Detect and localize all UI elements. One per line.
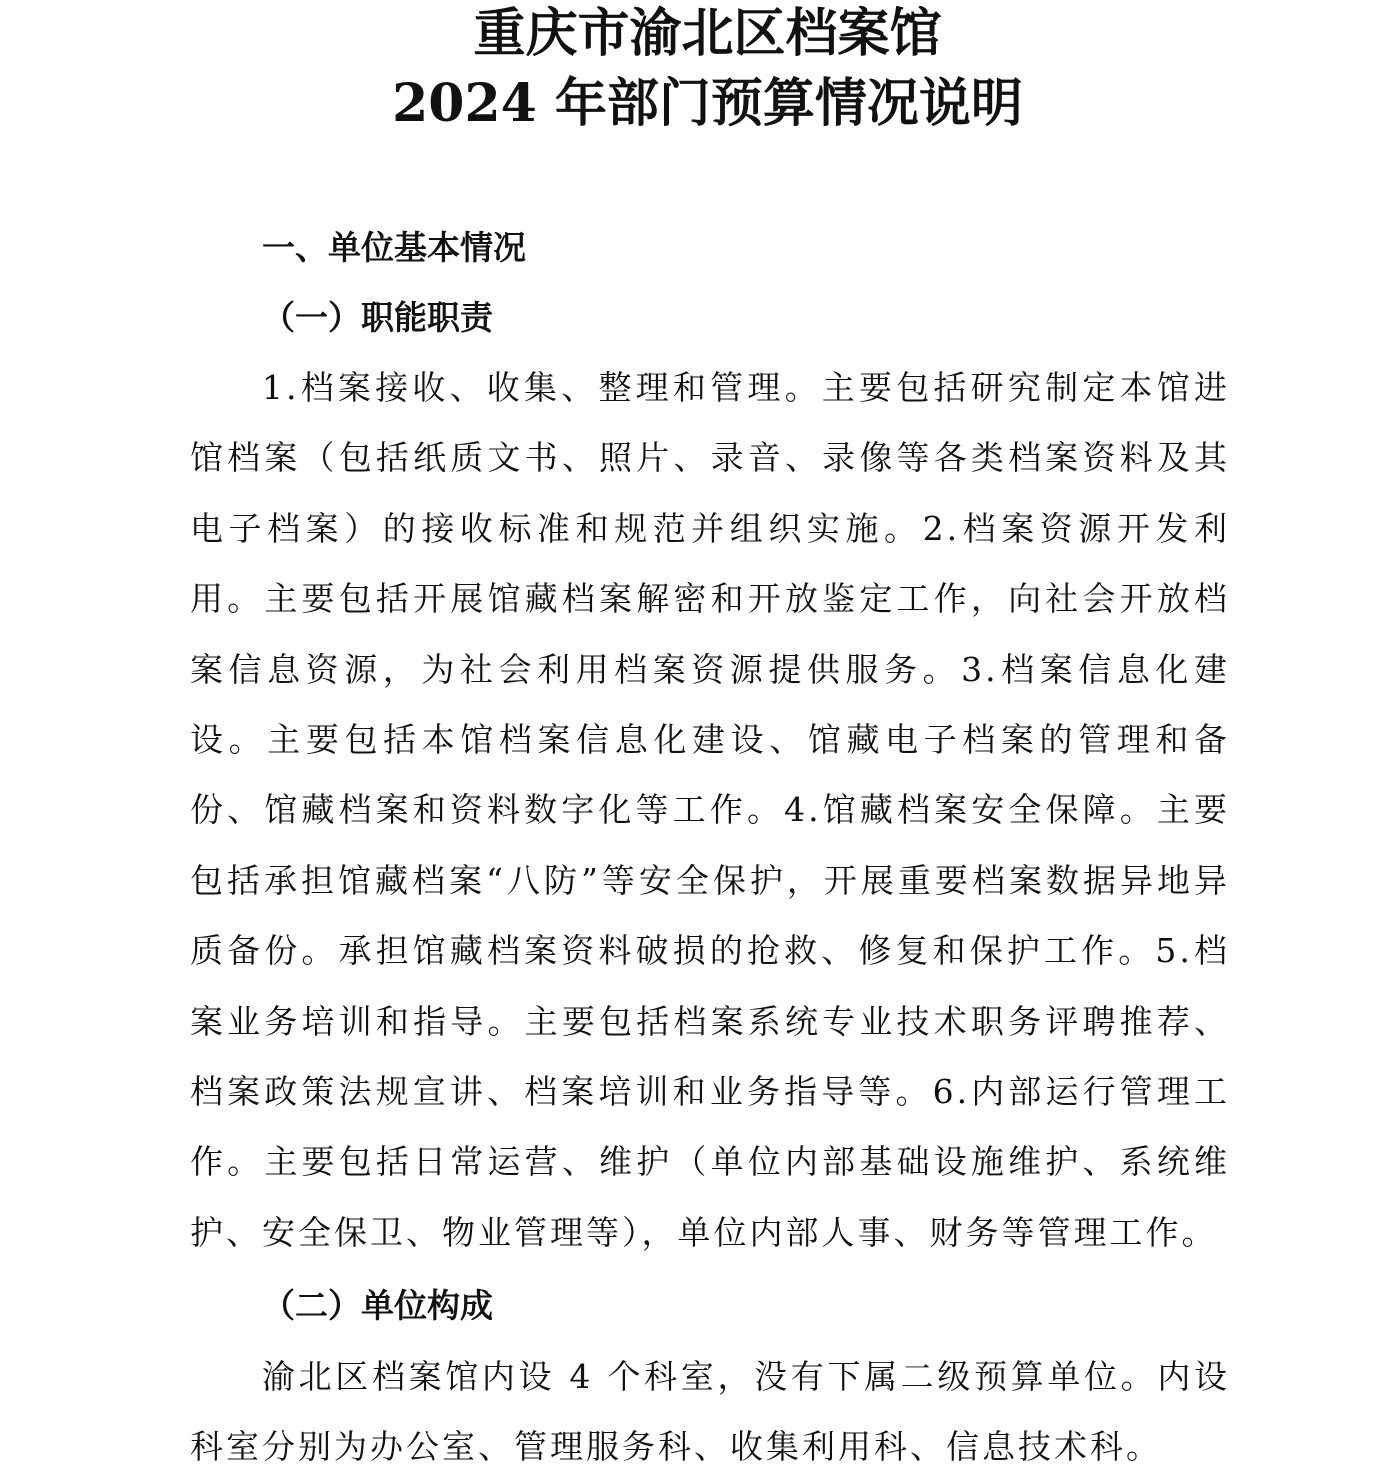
paragraph-composition: 渝北区档案馆内设 4 个科室，没有下属二级预算单位。内设科室分别为办公室、管理服务科、收集利用科、信息技术科。 <box>190 1357 1230 1467</box>
section-heading-basic-info: 一、单位基本情况 <box>262 228 526 267</box>
document-title-line2: 2024 年部门预算情况说明 <box>392 73 1023 134</box>
paragraph-functions: 1.档案接收、收集、整理和管理。主要包括研究制定本馆进馆档案（包括纸质文书、照片、录音、录像等各类档案资料及其电子档案）的接收标准和规范并组织实施。2.档案资源开发利用。主要包括开展馆藏档案解密和开放鉴定工作，向社会开放档案信息资源，为社会利用档案资源提供服务。3.档案信息化建设。主要包括本馆档案信息化建设、馆藏电子档案的管理和备份、馆藏档案和资料数字化等工作。4.馆藏档案安全保障。主要包括承担馆藏档案“八防”等安全保护，开展重要档案数据异地异质备份。承担馆藏档案资料破损的抢救、修复和保护工作。5.档案业务培训和指导。主要包括档案系统专业技术职务评聘推荐、档案政策法规宣讲、档案培训和业务指导等。6.内部运行管理工作。主要包括日常运营、维护（单位内部基础设施维护、系统维护、安全保卫、物业管理等），单位内部人事、财务等管理工作。 <box>190 368 1230 1252</box>
subsection-heading-composition: （二）单位构成 <box>262 1286 493 1325</box>
document-title-line1: 重庆市渝北区档案馆 <box>473 3 942 64</box>
subsection-heading-functions: （一）职能职责 <box>262 298 493 337</box>
